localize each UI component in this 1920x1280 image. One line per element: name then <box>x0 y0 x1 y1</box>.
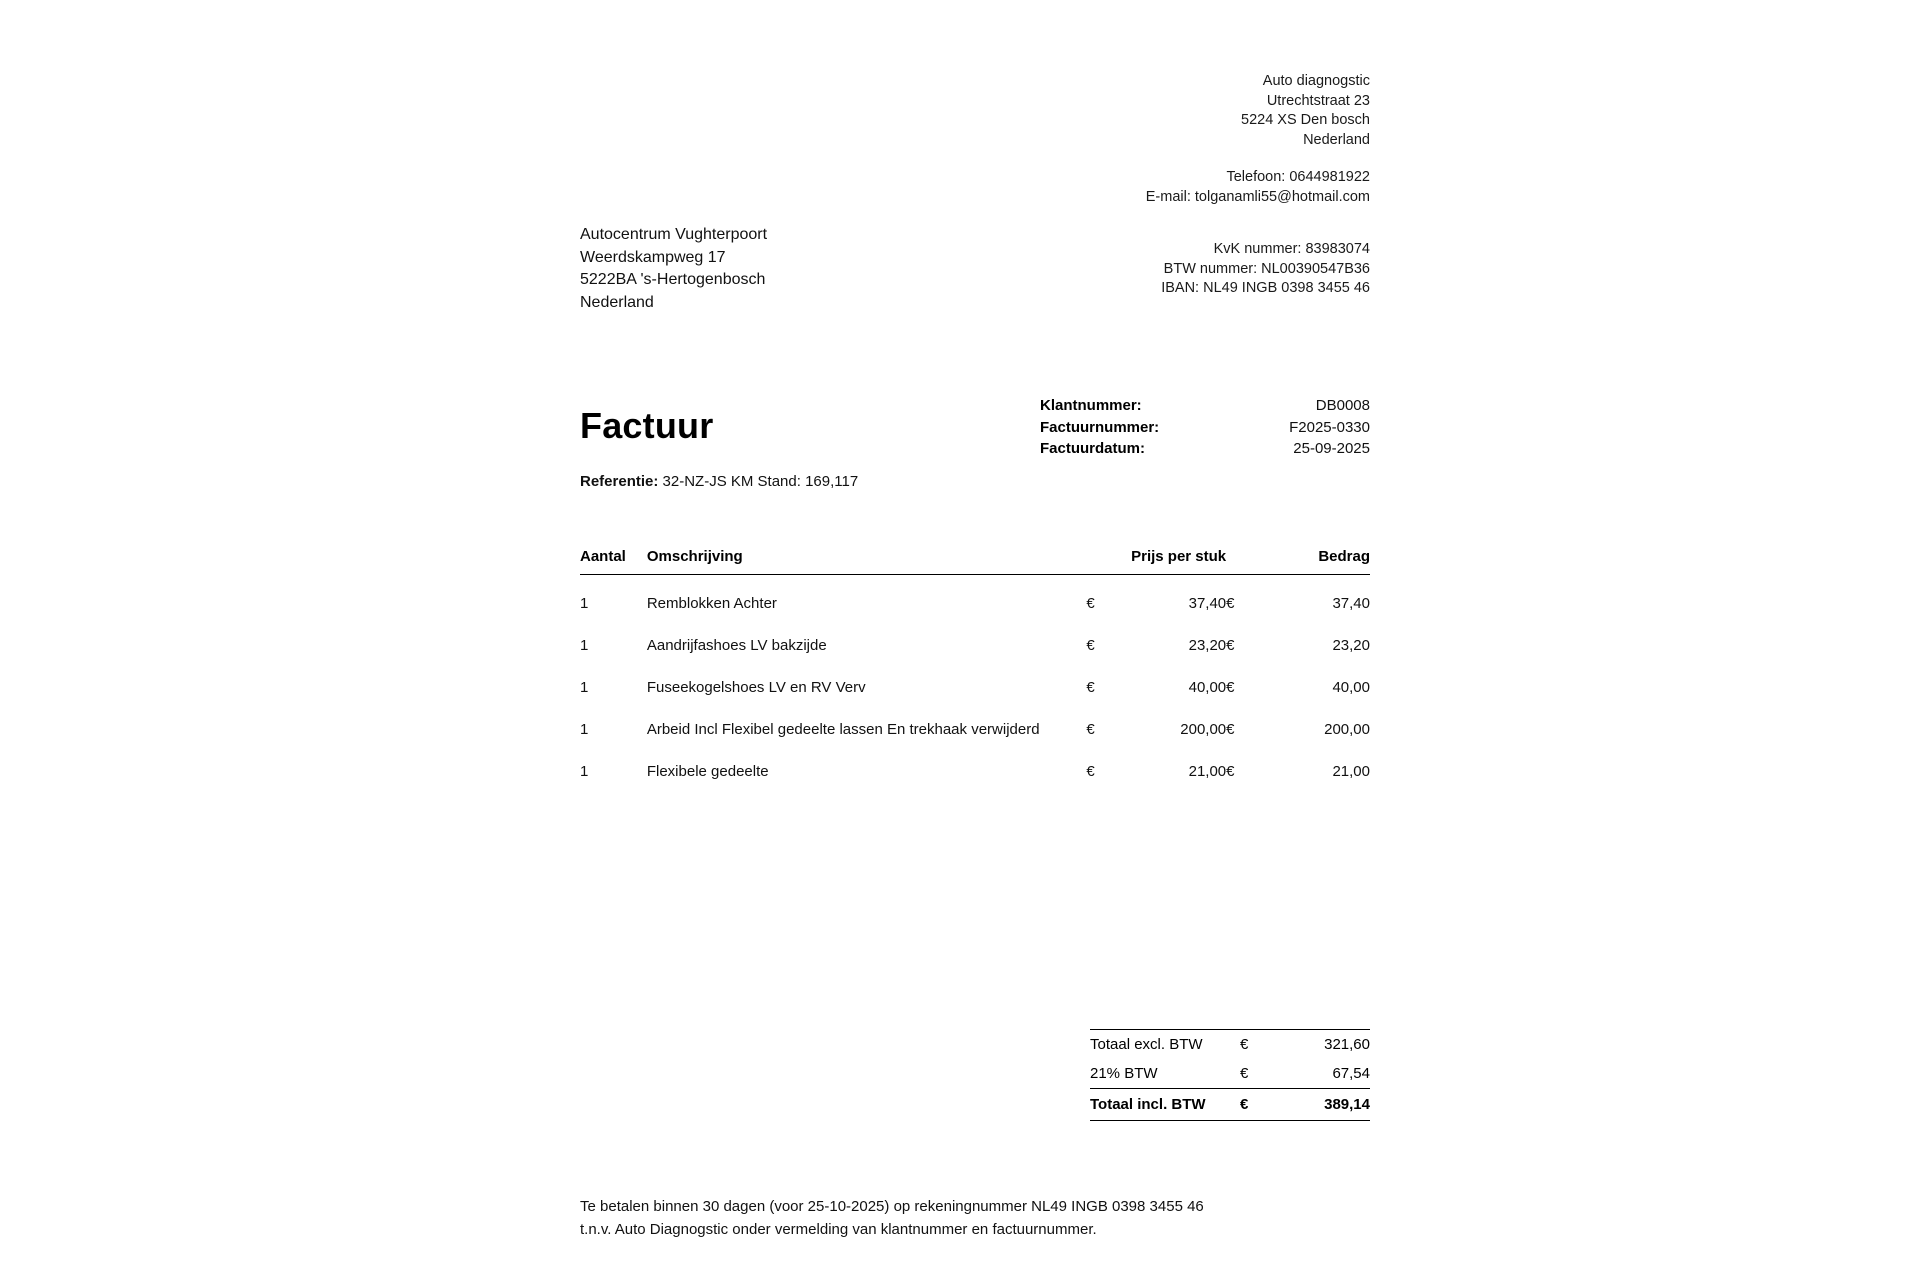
recipient-name: Autocentrum Vughterpoort <box>580 226 768 243</box>
meta-row <box>1040 395 1370 417</box>
sender-city: 5224 XS Den bosch <box>1241 112 1370 128</box>
row-description: Remblokken Achter <box>646 595 777 612</box>
row-amount: 21,00 <box>1332 763 1370 780</box>
reference-value: 32-NZ-JS KM Stand: 169,117 <box>662 473 859 490</box>
sender-contact-block <box>840 168 1370 207</box>
total-excl-currency: € <box>1240 1030 1270 1060</box>
sender-street: Utrechtstraat 23 <box>1266 92 1370 109</box>
row-qty: 1 <box>580 721 589 738</box>
line-items-table <box>580 548 1370 792</box>
total-excl-value: 321,60 <box>1270 1030 1370 1060</box>
btw-number: BTW nummer: NL00390547B36 <box>1163 260 1370 277</box>
totals-block <box>1090 1029 1370 1121</box>
row-amount: 23,20 <box>1332 637 1370 654</box>
row-description: Fuseekogelshoes LV en RV Verv <box>646 679 866 696</box>
klantnummer-value: DB0008 <box>1315 397 1370 414</box>
kvk-number: KvK nummer: 83983074 <box>1213 241 1370 257</box>
row-amount-currency: € <box>1226 595 1235 612</box>
payment-terms-line-1: Te betalen binnen 30 dagen (voor 25-10-2025) op rekeningnummer NL49 INGB 0398 3455 46 <box>580 1198 1204 1215</box>
table-row <box>580 666 1370 708</box>
sender-country: Nederland <box>1303 131 1370 148</box>
table-row <box>580 750 1370 792</box>
btw-value: 67,54 <box>1332 1065 1370 1082</box>
sender-phone: Telefoon: 0644981922 <box>1226 169 1370 185</box>
total-incl-currency: € <box>1240 1089 1270 1121</box>
column-header-omschrijving: Omschrijving <box>647 548 1087 575</box>
invoice-meta-block <box>1040 395 1370 460</box>
row-price-currency: € <box>1086 721 1095 738</box>
sender-name: Auto diagnogstic <box>1262 73 1370 89</box>
payment-terms-line-2: t.n.v. Auto Diagnogstic onder vermelding van klantnummer en factuurnummer. <box>580 1221 1097 1238</box>
table-header-row <box>580 548 1370 575</box>
row-price: 23,20 <box>1188 637 1227 654</box>
row-description: Flexibele gedeelte <box>646 763 769 780</box>
row-qty: 1 <box>580 637 589 654</box>
row-price-currency: € <box>1086 679 1095 696</box>
row-price: 21,00 <box>1188 763 1227 780</box>
row-amount: 37,40 <box>1332 595 1370 612</box>
row-price-currency: € <box>1086 763 1095 780</box>
row-description: Aandrijfashoes LV bakzijde <box>646 637 827 654</box>
table-row <box>580 708 1370 750</box>
column-header-prijs-per-stuk: Prijs per stuk <box>1115 548 1226 575</box>
meta-row <box>1040 438 1370 460</box>
recipient-street: Weerdskampweg 17 <box>580 248 726 266</box>
row-qty: 1 <box>580 679 589 696</box>
row-amount-currency: € <box>1226 679 1235 696</box>
row-amount-currency: € <box>1226 637 1235 654</box>
total-excl-label: Totaal excl. BTW <box>1090 1030 1240 1060</box>
row-amount-currency: € <box>1226 763 1235 780</box>
column-header-currency-unit <box>1086 548 1114 575</box>
sender-email: E-mail: tolganamli55@hotmail.com <box>1145 188 1370 205</box>
meta-row <box>1040 417 1370 439</box>
row-amount: 40,00 <box>1332 679 1370 696</box>
table-row <box>580 624 1370 666</box>
totals-row-btw <box>1090 1059 1370 1089</box>
factuurnummer-label: Factuurnummer: <box>1040 418 1160 436</box>
factuurnummer-value: F2025-0330 <box>1289 418 1370 436</box>
row-price: 37,40 <box>1188 595 1227 612</box>
row-qty: 1 <box>580 595 589 612</box>
recipient-address-block <box>580 224 1000 314</box>
row-price-currency: € <box>1086 637 1095 654</box>
reference-line <box>580 473 858 490</box>
row-qty: 1 <box>580 763 589 780</box>
row-amount: 200,00 <box>1324 721 1370 738</box>
column-header-aantal: Aantal <box>580 548 647 575</box>
payment-terms <box>580 1195 1380 1241</box>
totals-row-excl <box>1090 1030 1370 1060</box>
factuurdatum-value: 25-09-2025 <box>1293 440 1370 457</box>
column-header-currency-amount <box>1226 548 1258 575</box>
reference-label: Referentie: <box>580 473 659 490</box>
row-price-currency: € <box>1086 595 1095 612</box>
sender-address-block <box>940 72 1370 150</box>
table-row <box>580 575 1370 625</box>
row-price: 40,00 <box>1188 679 1227 696</box>
btw-label: 21% BTW <box>1090 1065 1158 1082</box>
row-amount-currency: € <box>1226 721 1235 738</box>
total-incl-label: Totaal incl. BTW <box>1090 1089 1240 1121</box>
totals-row-incl <box>1090 1089 1370 1121</box>
btw-currency: € <box>1240 1065 1249 1082</box>
iban-number: IBAN: NL49 INGB 0398 3455 46 <box>1161 280 1370 296</box>
recipient-city: 5222BA 's-Hertogenbosch <box>580 271 766 288</box>
column-header-bedrag: Bedrag <box>1259 548 1370 575</box>
total-incl-value: 389,14 <box>1270 1089 1370 1121</box>
page-title: Factuur <box>580 405 714 446</box>
row-price: 200,00 <box>1180 721 1227 738</box>
klantnummer-label: Klantnummer: <box>1040 397 1142 414</box>
row-description: Arbeid Incl Flexibel gedeelte lassen En trekhaak verwijderd <box>646 721 1040 738</box>
factuurdatum-label: Factuurdatum: <box>1040 440 1145 457</box>
recipient-country: Nederland <box>580 293 654 311</box>
